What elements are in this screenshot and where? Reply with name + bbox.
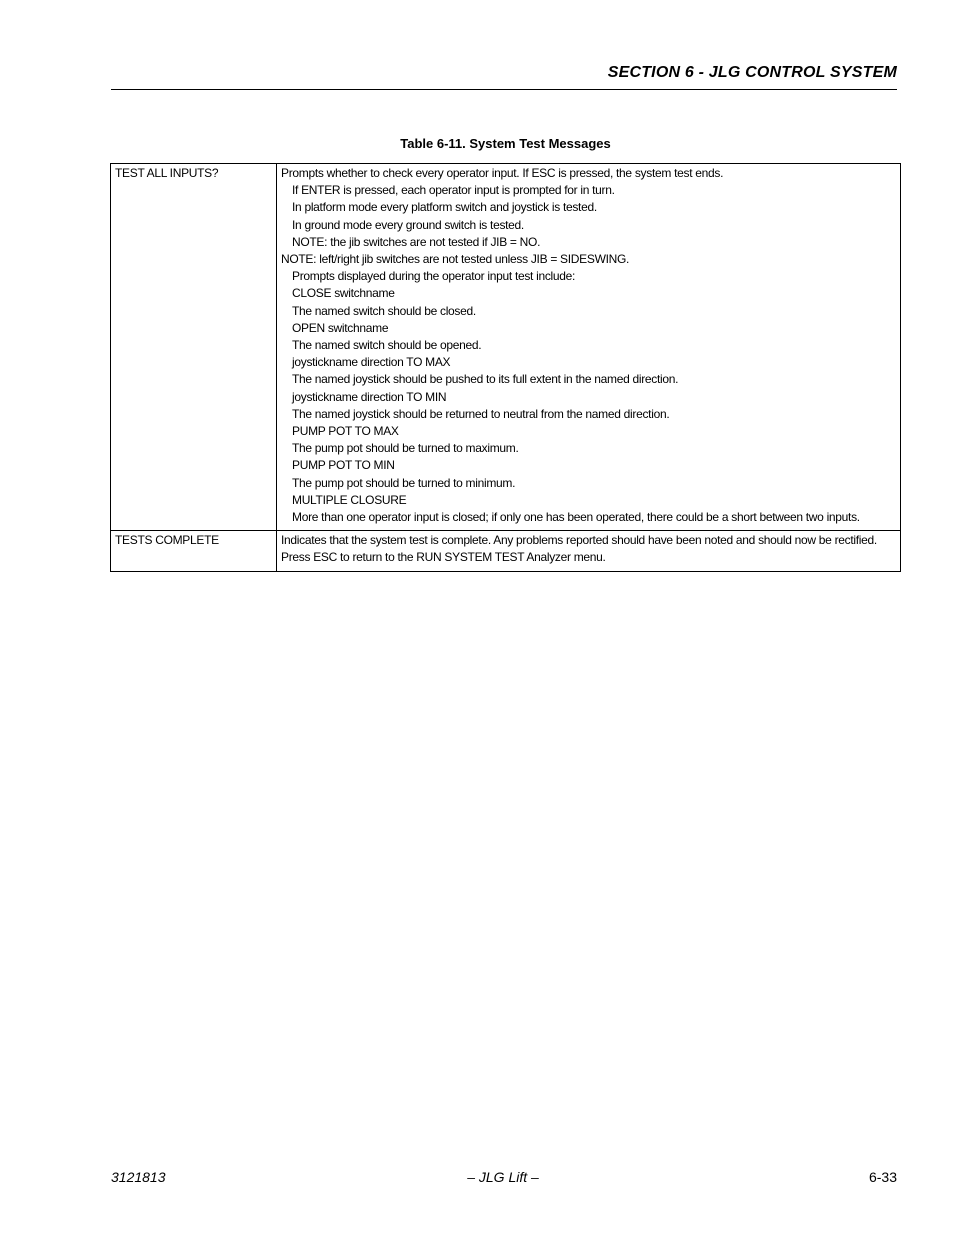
message-name-cell: TESTS COMPLETE (111, 531, 277, 571)
page-number: 6-33 (868, 1169, 897, 1185)
table-row (111, 531, 901, 571)
description-line: The pump pot should be turned to minimum. (292, 475, 516, 490)
description-line: The named switch should be opened. (292, 338, 482, 353)
description-line: Prompts whether to check every operator input. If ESC is pressed, the system test ends. (281, 166, 724, 180)
description-line: The named switch should be closed. (292, 303, 476, 318)
description-line: joystickname direction TO MAX (292, 355, 451, 370)
section-title: SECTION 6 - JLG CONTROL SYSTEM (607, 64, 897, 81)
description-line: In ground mode every ground switch is tested. (292, 217, 524, 232)
description-line: Indicates that the system test is complete. Any problems reported should have been noted and should now be rectified. (281, 533, 877, 548)
table-caption: Table 6-11. System Test Messages (400, 136, 611, 151)
table-body (111, 164, 901, 572)
description-line: PUMP POT TO MIN (292, 458, 395, 473)
description-line: In platform mode every platform switch and joystick is tested. (292, 200, 597, 215)
description-line: CLOSE switchname (292, 286, 395, 301)
description-line: NOTE: left/right jib switches are not tested unless JIB = SIDESWING. (281, 252, 630, 267)
system-test-messages-table (110, 163, 901, 572)
description-line: The named joystick should be pushed to its full extent in the named direction. (292, 372, 679, 387)
header-divider (111, 89, 897, 90)
description-line: joystickname direction TO MIN (292, 389, 447, 404)
description-line: The pump pot should be turned to maximum. (292, 441, 519, 456)
description-line: OPEN switchname (292, 320, 389, 335)
message-name-cell: TEST ALL INPUTS? (111, 164, 277, 531)
description-line: NOTE: the jib switches are not tested if JIB = NO. (292, 234, 541, 249)
description-line: PUMP POT TO MAX (292, 424, 399, 439)
message-description-cell (277, 164, 901, 531)
table-row (111, 164, 901, 531)
description-line: If ENTER is pressed, each operator input is prompted for in turn. (292, 183, 615, 198)
document-number: 3121813 (111, 1169, 166, 1185)
description-line: Prompts displayed during the operator input test include: (292, 269, 576, 284)
description-line: Press ESC to return to the RUN SYSTEM TEST Analyzer menu. (281, 550, 606, 565)
message-description-cell (277, 531, 901, 571)
publisher-name: – JLG Lift – (467, 1169, 539, 1185)
description-line: MULTIPLE CLOSURE (292, 492, 407, 507)
description-line: The named joystick should be returned to neutral from the named direction. (292, 406, 670, 421)
description-line: More than one operator input is closed; if only one has been operated, there could be a short between two inputs. (292, 510, 860, 525)
